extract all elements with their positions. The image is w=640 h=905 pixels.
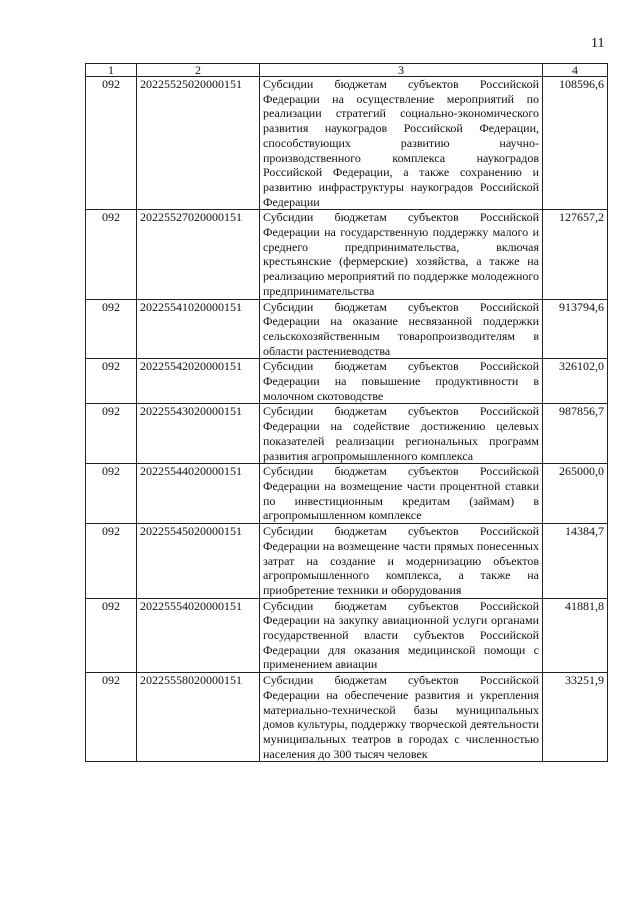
description-cell: Субсидии бюджетам субъектов Российской Федерации на закупку авиационной услуги органами государственной власти субъектов Российской Федерации для оказания медицинской помощи с применением авиации — [260, 598, 543, 673]
budget-code-cell: 20225541020000151 — [137, 299, 260, 359]
admin-code-cell: 092 — [86, 598, 137, 673]
column-header-4: 4 — [543, 64, 608, 77]
amount-cell: 127657,2 — [543, 210, 608, 299]
amount-cell: 14384,7 — [543, 524, 608, 599]
table-row — [86, 210, 608, 299]
table-row — [86, 404, 608, 464]
amount-cell: 913794,6 — [543, 299, 608, 359]
budget-code-cell: 20225525020000151 — [137, 77, 260, 210]
description-cell: Субсидии бюджетам субъектов Российской Федерации на повышение продуктивности в молочном скотоводстве — [260, 359, 543, 404]
amount-cell: 265000,0 — [543, 464, 608, 524]
budget-code-cell: 20225542020000151 — [137, 359, 260, 404]
budget-subsidies-table — [85, 63, 608, 762]
admin-code-cell: 092 — [86, 673, 137, 762]
description-cell: Субсидии бюджетам субъектов Российской Федерации на осуществление мероприятий по реализации стратегий социально-экономического развития наукоградов Российской Федерации, способствующих развитию научно-производственного комплекса наукоградов Российской Федерации, а также сохранению и развитию инфраструктуры наукоградов Российской Федерации — [260, 77, 543, 210]
admin-code-cell: 092 — [86, 359, 137, 404]
table-row — [86, 464, 608, 524]
table-row — [86, 77, 608, 210]
column-header-3: 3 — [260, 64, 543, 77]
description-cell: Субсидии бюджетам субъектов Российской Федерации на обеспечение развития и укрепления материально-технической базы муниципальных домов культуры, поддержку творческой деятельности муниципальных театров в городах с численностью населения до 300 тысяч человек — [260, 673, 543, 762]
table-row — [86, 299, 608, 359]
table-row — [86, 598, 608, 673]
budget-code-cell: 20225543020000151 — [137, 404, 260, 464]
budget-code-cell: 20225527020000151 — [137, 210, 260, 299]
admin-code-cell: 092 — [86, 524, 137, 599]
description-cell: Субсидии бюджетам субъектов Российской Федерации на содействие достижению целевых показателей реализации региональных программ развития агропромышленного комплекса — [260, 404, 543, 464]
amount-cell: 33251,9 — [543, 673, 608, 762]
admin-code-cell: 092 — [86, 77, 137, 210]
description-cell: Субсидии бюджетам субъектов Российской Федерации на возмещение части прямых понесенных затрат на создание и модернизацию объектов агропромышленного комплекса, а также на приобретение техники и оборудования — [260, 524, 543, 599]
page-number: 11 — [591, 36, 605, 51]
description-cell: Субсидии бюджетам субъектов Российской Федерации на государственную поддержку малого и среднего предпринимательства, включая крестьянские (фермерские) хозяйства, а также на реализацию мероприятий по поддержке молодежного предпринимательства — [260, 210, 543, 299]
description-cell: Субсидии бюджетам субъектов Российской Федерации на возмещение части процентной ставки по инвестиционным кредитам (займам) в агропромышленном комплексе — [260, 464, 543, 524]
amount-cell: 326102,0 — [543, 359, 608, 404]
table-header-row — [86, 64, 608, 77]
admin-code-cell: 092 — [86, 299, 137, 359]
admin-code-cell: 092 — [86, 404, 137, 464]
amount-cell: 108596,6 — [543, 77, 608, 210]
amount-cell: 987856,7 — [543, 404, 608, 464]
budget-code-cell: 20225544020000151 — [137, 464, 260, 524]
column-header-1: 1 — [86, 64, 137, 77]
description-cell: Субсидии бюджетам субъектов Российской Федерации на оказание несвязанной поддержки сельскохозяйственным товаропроизводителям в области растениеводства — [260, 299, 543, 359]
admin-code-cell: 092 — [86, 464, 137, 524]
admin-code-cell: 092 — [86, 210, 137, 299]
table-row — [86, 524, 608, 599]
column-header-2: 2 — [137, 64, 260, 77]
table-row — [86, 673, 608, 762]
table-row — [86, 359, 608, 404]
amount-cell: 41881,8 — [543, 598, 608, 673]
budget-code-cell: 20225554020000151 — [137, 598, 260, 673]
budget-code-cell: 20225545020000151 — [137, 524, 260, 599]
budget-code-cell: 20225558020000151 — [137, 673, 260, 762]
